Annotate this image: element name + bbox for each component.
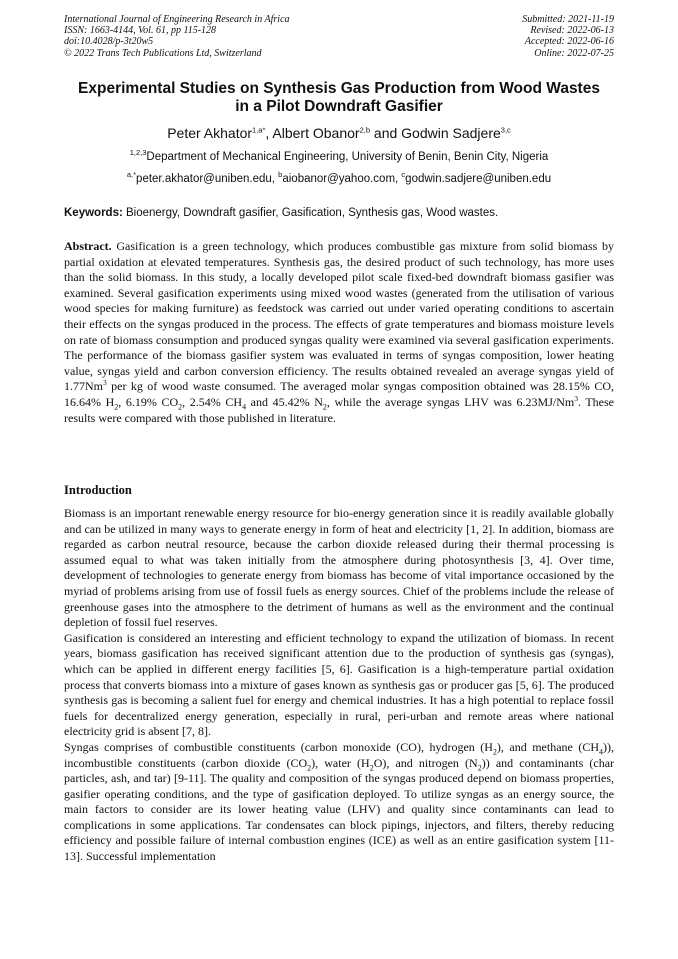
abstract-text: per kg of wood waste consumed. The averaged molar syngas composition obtained was 28.15% CO, 16.64% H [64,379,614,409]
paragraph-text: ), and methane (CH [496,739,599,754]
abstract-text: and 45.42% N [246,394,323,409]
email-mark: a,* [126,170,137,180]
journal-name: International Journal of Engineering Research in Africa [64,14,290,25]
subscript: 2 [369,762,374,772]
author-affil-mark: 1,a* [252,125,266,135]
title-line-2: in a Pilot Downdraft Gasifier [235,98,443,115]
journal-header-left [64,14,290,59]
affiliation [40,150,638,164]
section-heading-introduction: Introduction [64,483,132,497]
author-name: Albert Obanor [272,125,360,141]
subscript: 4 [599,747,603,757]
author-name: Peter Akhator [167,125,253,141]
paragraph-text: )) and contaminants (char particles, ash, and tar) [9-11]. The quality and composition of the syngas produced depend on biomass properties, gasifier operating conditions, and the type of gasification deployed. To utilize syngas as an energy source, the main factors to consider are its lower heating value (LHV) and quality since contaminants can lead to complications in some applications. Tar condensates can block pipings, injectors, and filters, thereby reducing efficiency and possible failure of internal combustion engines (ICE) as well as an entire gasification system [11-13]. Successful implementation [64,755,615,864]
paragraph-text: Syngas comprises of combustible constituents (carbon monoxide (CO), hydrogen (H [64,739,493,754]
paragraph: Gasification is considered an interesting and efficient technology to expand the utilization of biomass. In recent years, biomass gasification has received significant attention due to the production of synthesis gas (syngas), which can be applied in different energy facilities [5, 6]. Gasification is a high-temperature partial oxidation process that converts biomass into a mixture of gases known as synthesis gas or producer gas [5, 6]. The produced synthesis gas is becoming a salient fuel for energy and chemical industries. It has a high potential to replace fossil fuels for decentralized energy generation, especially in rural, peri-urban and remote areas where national electricity grid is absent [7, 8]. [64,630,614,739]
email-mark: c [401,170,406,180]
author-affil-mark: 3,c [500,125,511,135]
author-separator: and [370,125,402,141]
abstract-text: , 6.19% CO [118,394,179,409]
paragraph-text: O), and nitrogen (N [373,755,478,770]
author-emails [40,172,638,186]
affiliation-mark: 1,2,3 [129,148,147,158]
subscript: 2 [178,402,183,412]
paragraph [64,740,614,865]
superscript: 3 [574,393,578,403]
abstract-text: Gasification is a green technology, which produces combustible gas mixture from solid biomass by partial oxidation at elevated temperatures. Synthesis gas, the desired product of such technology, has more uses than the solid biomass. In this study, a locally developed pilot scale fixed-bed downdraft biomass gasifier was examined. Several gasification experiments using mixed wood wastes (generated from the utilisation of various wood species for making furniture) as feedstock was carried out under varied operating conditions to ascertain their effects on the syngas produced in the process. The effects of grate temperatures and biomass moisture levels on rate of biomass consumption and produced syngas quality were examined via several gasification experiments. The performance of the biomass gasifier system was evaluated in terms of syngas composition, lower heating value, syngas yield and carbon conversion efficiency. The results obtained revealed an average syngas yield of 1.77Nm [64,239,614,394]
email-mark: b [278,170,283,180]
email-address: aiobanor@yahoo.com, [282,173,402,185]
subscript: 2 [322,402,327,412]
superscript: 3 [103,378,107,388]
email-address: peter.akhator@uniben.edu, [136,173,279,185]
introduction-body [64,506,614,865]
paragraph-text: )), incombustible constituents (carbon dioxide (CO [64,739,614,770]
abstract [64,239,614,426]
subscript: 2 [492,747,497,757]
affiliation-text: Department of Mechanical Engineering, University of Benin, Benin City, Nigeria [146,151,549,163]
abstract-text: , 2.54% CH [182,394,243,409]
subscript: 2 [477,762,482,772]
subscript: 2 [114,402,119,412]
abstract-text: , while the average syngas LHV was 6.23MJ/Nm [326,394,575,409]
accepted-date: Accepted: 2022-06-16 [524,36,614,48]
abstract-text: . These results were compared with those published in literature. [64,394,614,425]
journal-header-right [522,14,614,59]
issn-line: ISSN: 1663-4144, Vol. 61, pp 115-128 [64,25,217,37]
submitted-date: Submitted: 2021-11-19 [522,14,614,25]
keywords-text: Bioenergy, Downdraft gasifier, Gasification, Synthesis gas, Wood wastes. [122,207,499,219]
abstract-label: Abstract. [64,239,112,253]
revised-date: Revised: 2022-06-13 [530,25,614,37]
keywords [64,206,614,220]
copyright-line: © 2022 Trans Tech Publications Ltd, Switzerland [64,47,262,59]
doi-line: doi:10.4028/p-3t20w5 [64,36,154,48]
keywords-label: Keywords: [64,207,123,219]
author-separator: , [265,125,273,141]
paragraph-text: ), water (H [311,755,370,770]
author-affil-mark: 2,b [359,125,371,135]
email-address: godwin.sadjere@uniben.edu [405,173,552,185]
paper-title [40,80,638,116]
subscript: 4 [242,402,247,412]
subscript: 2 [307,762,312,772]
author-list [40,124,638,142]
paragraph: Biomass is an important renewable energy resource for bio-energy generation since it is readily available globally and can be utilized in many ways to generate energy in form of heat and electricity [1, 2]. In addition, biomass are regarded as carbon neutral resource, because the carbon dioxide released during their thermal processing is assumed equal to what was taken initially from the atmosphere during photosynthesis [3, 4]. Over time, development of technologies to generate energy from biomass has become of vital importance occasioned by the myriad of problems arising from use of fossil fuels as energy sources. Chief of the problems include the release of greenhouse gases into the atmosphere to the detriment of humans as well as the environment and the continual depletion of fossil fuel reserves. [64,506,614,630]
title-line-1: Experimental Studies on Synthesis Gas Production from Wood Wastes [78,80,600,97]
author-name: Godwin Sadjere [401,125,501,141]
online-date: Online: 2022-07-25 [534,47,614,59]
